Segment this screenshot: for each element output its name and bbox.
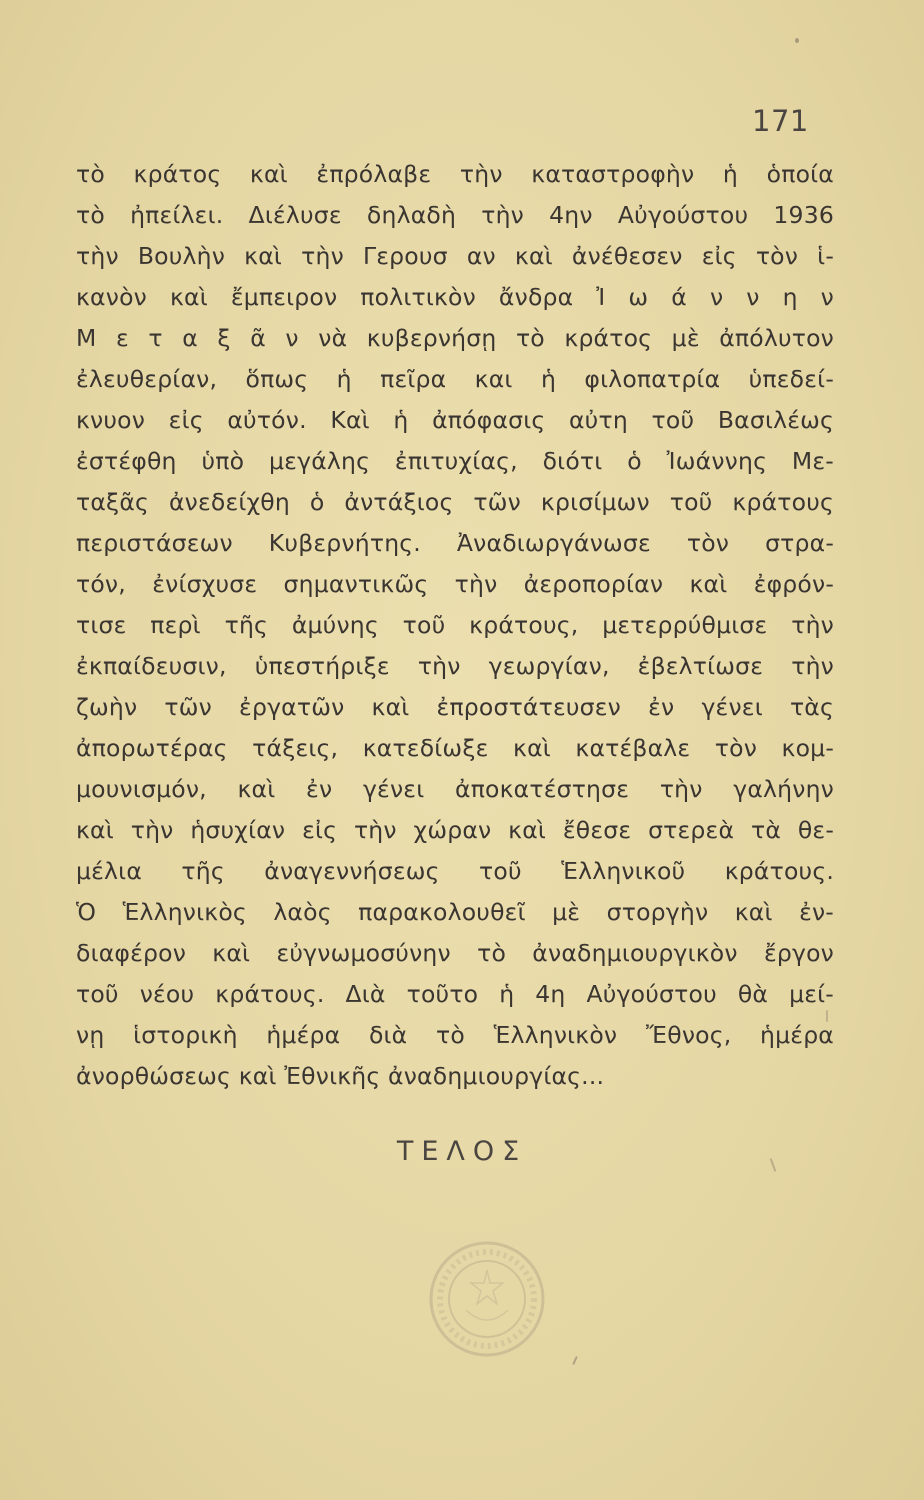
- text-line: τὸ ἠπείλει. Διέλυσε δηλαδὴ τὴν 4ην Αὐγούστου 1936: [76, 201, 834, 229]
- text-line: ἐστέφθη ὑπὸ μεγάλης ἐπιτυχίας, διότι ὁ Ἰωάννης Με-: [76, 447, 834, 475]
- paper-speck: [826, 1010, 828, 1022]
- text-line: Ὁ Ἑλληνικὸς λαὸς παρακολουθεῖ μὲ στοργὴν καὶ ἐν-: [76, 898, 834, 926]
- text-line: διαφέρον καὶ εὐγνωμοσύνην τὸ ἀναδημιουργικὸν ἔργον: [76, 939, 834, 967]
- text-line: καὶ τὴν ἡσυχίαν εἰς τὴν χώραν καὶ ἔθεσε στερεὰ τὰ θε-: [76, 816, 834, 844]
- text-line: τὸ κράτος καὶ ἐπρόλαβε τὴν καταστροφὴν ἡ ὁποία: [76, 160, 834, 188]
- text-line: ζωὴν τῶν ἐργατῶν καὶ ἐπροστάτευσεν ἐν γένει τὰς: [76, 693, 834, 721]
- body-text: [76, 154, 834, 1097]
- text-line: Μ ε τ α ξ ᾶ ν νὰ κυβερνήσῃ τὸ κράτος μὲ ἀπόλυτον: [76, 324, 834, 352]
- text-line: τοῦ νέου κράτους. Διὰ τοῦτο ἡ 4η Αὐγούστου θὰ μεί-: [76, 980, 834, 1008]
- text-line: ἀνορθώσεως καὶ Ἐθνικῆς ἀναδημιουργίας...: [76, 1062, 605, 1090]
- end-mark: ΤΕΛΟΣ: [396, 1136, 528, 1167]
- paper-speck: [572, 1356, 578, 1365]
- text-line: νῃ ἱστορικὴ ἡμέρα διὰ τὸ Ἑλληνικὸν Ἔθνος, ἡμέρα: [76, 1021, 834, 1049]
- text-line: μέλια τῆς ἀναγεννήσεως τοῦ Ἑλληνικοῦ κράτους.: [76, 857, 834, 885]
- paper-speck: [795, 38, 799, 43]
- text-line: ἐκπαίδευσιν, ὑπεστήριξε τὴν γεωργίαν, ἐβελτίωσε τὴν: [76, 652, 834, 680]
- text-line: περιστάσεων Κυβερνήτης. Ἀναδιωργάνωσε τὸν στρα-: [76, 529, 834, 557]
- text-line: τισε περὶ τῆς ἀμύνης τοῦ κράτους, μετερρύθμισε τὴν: [76, 611, 834, 639]
- text-line: τὴν Βουλὴν καὶ τὴν Γερουσ αν καὶ ἀνέθεσεν εἰς τὸν ἱ-: [76, 242, 834, 270]
- text-line: κνυον εἰς αὐτόν. Καὶ ἡ ἀπόφασις αὐτη τοῦ Βασιλέως: [76, 406, 834, 434]
- text-line: κανὸν καὶ ἔμπειρον πολιτικὸν ἄνδρα Ἰ ω ά ν ν η ν: [76, 283, 834, 311]
- text-line: μουνισμόν, καὶ ἐν γένει ἀποκατέστησε τὴν γαλήνην: [76, 775, 834, 803]
- text-line: ἐλευθερίαν, ὅπως ἡ πεῖρα και ἡ φιλοπατρία ὑπεδεί-: [76, 365, 834, 393]
- text-line: ταξᾶς ἀνεδείχθη ὁ ἀντάξιος τῶν κρισίμων τοῦ κράτους: [76, 488, 834, 516]
- text-line: ἀπορωτέρας τάξεις, κατεδίωξε καὶ κατέβαλε τὸν κομ-: [76, 734, 834, 762]
- text-line: τόν, ἐνίσχυσε σημαντικῶς τὴν ἀεροπορίαν καὶ ἐφρόν-: [76, 570, 834, 598]
- page-number: 171: [752, 104, 809, 138]
- library-stamp-icon: [426, 1238, 548, 1360]
